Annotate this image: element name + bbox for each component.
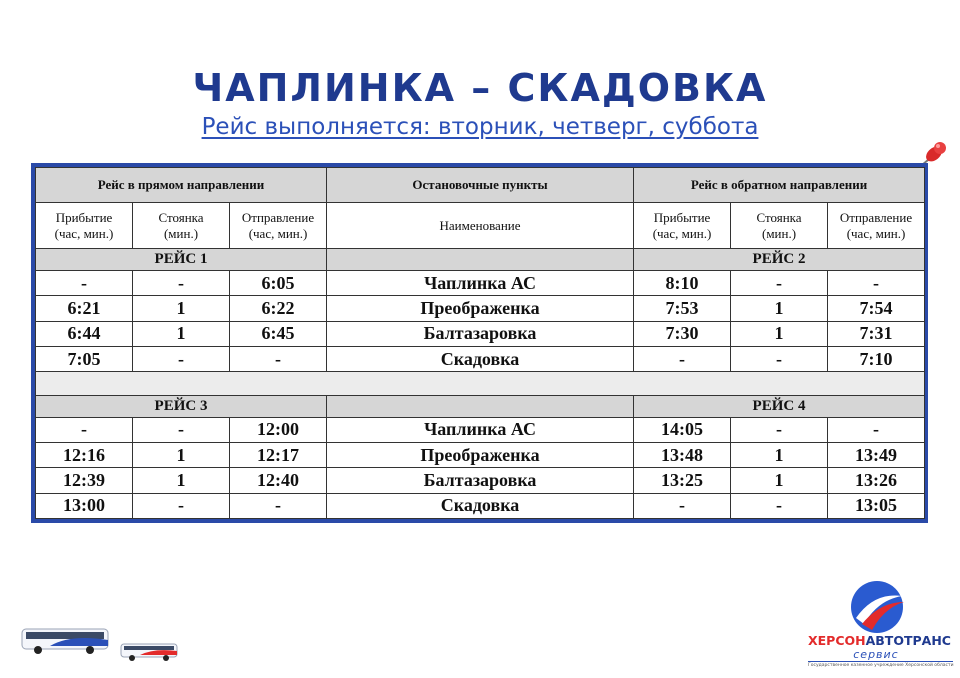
forward-stop-cell: - <box>133 271 230 296</box>
backward-trip-label: РЕЙС 4 <box>634 395 925 417</box>
arrival-header: Прибытие (час, мин.) <box>634 203 731 249</box>
company-name: ХЕРСОНАВТОТРАНС <box>808 633 951 648</box>
backward-stop-cell: 1 <box>731 443 828 468</box>
forward-departure-cell: 12:00 <box>230 417 327 442</box>
backward-arrival-cell: - <box>634 347 731 372</box>
stops-header: Остановочные пункты <box>327 168 634 203</box>
header-row <box>36 168 925 203</box>
backward-stop-cell: - <box>731 417 828 442</box>
table-row <box>36 443 925 468</box>
backward-departure-cell: 13:49 <box>828 443 925 468</box>
backward-departure-cell: 7:54 <box>828 296 925 321</box>
departure-header: Отправление (час, мин.) <box>230 203 327 249</box>
page-title: ЧАПЛИНКА – СКАДОВКА <box>192 66 768 110</box>
subheader-row <box>36 203 925 249</box>
company-subname: сервис <box>853 648 899 661</box>
stop-name-header: Наименование <box>327 203 634 249</box>
backward-arrival-cell: 7:30 <box>634 321 731 346</box>
forward-departure-cell: 6:05 <box>230 271 327 296</box>
table-row <box>36 271 925 296</box>
stop-name-cell: Балтазаровка <box>327 321 634 346</box>
departure-header: Отправление (час, мин.) <box>828 203 925 249</box>
backward-arrival-cell: 14:05 <box>634 417 731 442</box>
table-row <box>36 321 925 346</box>
stop-name-cell: Преображенка <box>327 296 634 321</box>
forward-stop-cell: 1 <box>133 443 230 468</box>
table-row <box>36 296 925 321</box>
company-logo-icon <box>848 578 906 636</box>
forward-arrival-cell: - <box>36 417 133 442</box>
forward-stop-cell: - <box>133 347 230 372</box>
table-row <box>36 493 925 518</box>
stop-name-cell: Преображенка <box>327 443 634 468</box>
forward-stop-cell: - <box>133 493 230 518</box>
backward-stop-cell: - <box>731 271 828 296</box>
forward-stop-cell: 1 <box>133 321 230 346</box>
backward-stop-cell: 1 <box>731 296 828 321</box>
table-row <box>36 347 925 372</box>
forward-arrival-cell: 12:39 <box>36 468 133 493</box>
forward-trip-label: РЕЙС 1 <box>36 248 327 270</box>
forward-departure-cell: 12:17 <box>230 443 327 468</box>
backward-stop-cell: 1 <box>731 321 828 346</box>
schedule-days: Рейс выполняется: вторник, четверг, суббота <box>201 114 759 140</box>
backward-departure-cell: - <box>828 271 925 296</box>
forward-direction-header: Рейс в прямом направлении <box>36 168 327 203</box>
forward-departure-cell: 6:45 <box>230 321 327 346</box>
stop-name-cell: Скадовка <box>327 347 634 372</box>
forward-arrival-cell: 13:00 <box>36 493 133 518</box>
arrival-header: Прибытие (час, мин.) <box>36 203 133 249</box>
backward-departure-cell: 7:10 <box>828 347 925 372</box>
forward-departure-cell: - <box>230 347 327 372</box>
backward-departure-cell: 7:31 <box>828 321 925 346</box>
schedule-table-frame <box>31 163 928 523</box>
backward-arrival-cell: 7:53 <box>634 296 731 321</box>
backward-arrival-cell: 13:48 <box>634 443 731 468</box>
forward-departure-cell: 12:40 <box>230 468 327 493</box>
backward-departure-cell: - <box>828 417 925 442</box>
forward-stop-cell: 1 <box>133 296 230 321</box>
forward-arrival-cell: 7:05 <box>36 347 133 372</box>
table-row <box>36 468 925 493</box>
bus-illustration <box>120 642 180 662</box>
backward-departure-cell: 13:26 <box>828 468 925 493</box>
trip-header-row <box>36 395 925 417</box>
forward-arrival-cell: - <box>36 271 133 296</box>
trip-header-spacer <box>327 248 634 270</box>
stop-name-cell: Чаплинка АС <box>327 417 634 442</box>
company-caption: Государственное казенное учреждение Херсонской области <box>808 663 954 668</box>
stop-duration-header: Стоянка (мин.) <box>133 203 230 249</box>
backward-stop-cell: 1 <box>731 468 828 493</box>
backward-stop-cell: - <box>731 493 828 518</box>
forward-departure-cell: 6:22 <box>230 296 327 321</box>
forward-departure-cell: - <box>230 493 327 518</box>
forward-arrival-cell: 12:16 <box>36 443 133 468</box>
table-row <box>36 417 925 442</box>
backward-arrival-cell: - <box>634 493 731 518</box>
stop-name-cell: Балтазаровка <box>327 468 634 493</box>
bus-illustration <box>20 626 112 656</box>
trip-header-row <box>36 248 925 270</box>
backward-arrival-cell: 8:10 <box>634 271 731 296</box>
separator-row <box>36 372 925 395</box>
backward-direction-header: Рейс в обратном направлении <box>634 168 925 203</box>
forward-arrival-cell: 6:21 <box>36 296 133 321</box>
backward-stop-cell: - <box>731 347 828 372</box>
stop-name-cell: Скадовка <box>327 493 634 518</box>
stop-name-cell: Чаплинка АС <box>327 271 634 296</box>
backward-departure-cell: 13:05 <box>828 493 925 518</box>
schedule-table <box>35 167 925 519</box>
backward-trip-label: РЕЙС 2 <box>634 248 925 270</box>
forward-trip-label: РЕЙС 3 <box>36 395 327 417</box>
backward-arrival-cell: 13:25 <box>634 468 731 493</box>
logo-divider <box>808 661 953 662</box>
forward-stop-cell: 1 <box>133 468 230 493</box>
stop-duration-header: Стоянка (мин.) <box>731 203 828 249</box>
forward-stop-cell: - <box>133 417 230 442</box>
separator-cell <box>36 372 925 395</box>
trip-header-spacer <box>327 395 634 417</box>
forward-arrival-cell: 6:44 <box>36 321 133 346</box>
